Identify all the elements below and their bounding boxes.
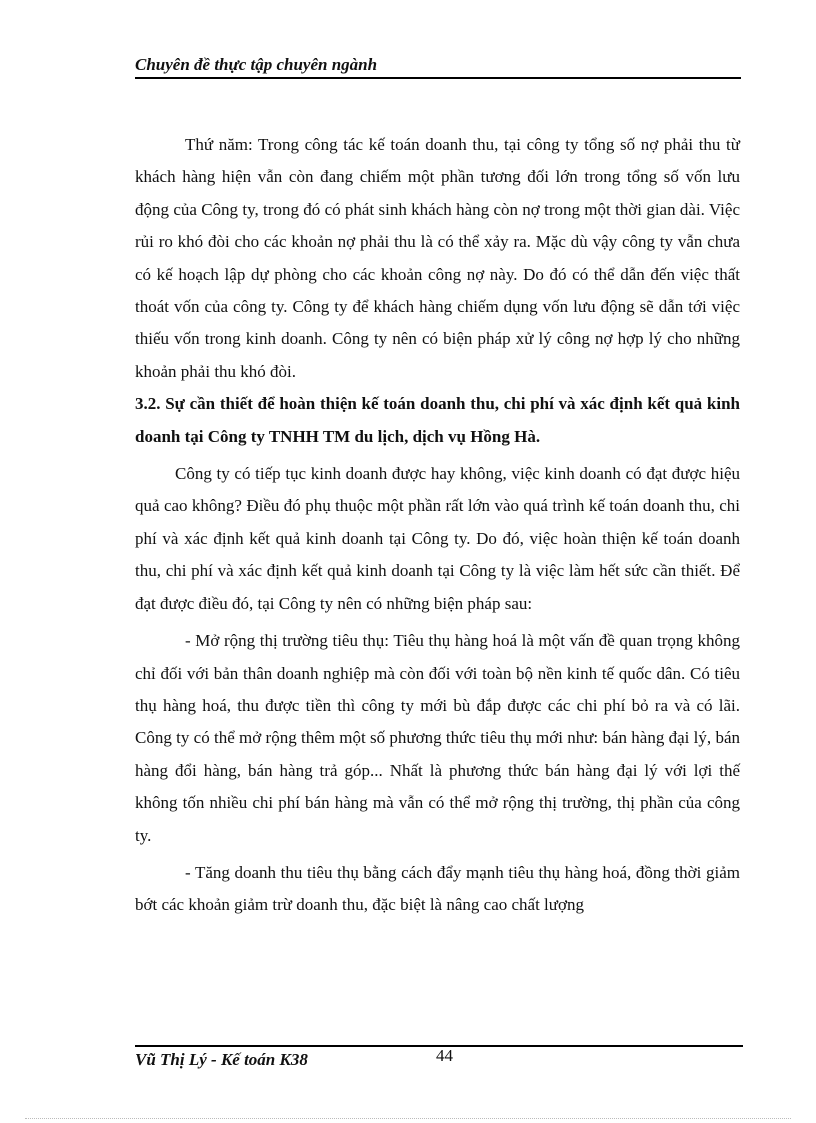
header-rule: [135, 77, 741, 79]
header-title: Chuyên đề thực tập chuyên ngành: [135, 55, 378, 74]
paragraph-market-expansion: - Mở rộng thị trường tiêu thụ: Tiêu thụ hàng hoá là một vấn đề quan trọng không chỉ đối với bản thân doanh nghiệp mà còn đối với toàn bộ nền kinh tế quốc dân. Có tiêu thụ hàng hoá, thu được tiền thì công ty mới bù đắp được các chi phí bỏ ra và có lãi. Công ty có thể mở rộng thêm một số phương thức tiêu thụ mới như: bán hàng đại lý, bán hàng đổi hàng, bán hàng trả góp... Nhất là phương thức bán hàng đại lý với lợi thế không tốn nhiều chi phí bán hàng mà vẫn có thể mở rộng thị trường, thị phần của công ty.: [135, 631, 740, 845]
paragraph-revenue-increase: - Tăng doanh thu tiêu thụ bằng cách đẩy mạnh tiêu thụ hàng hoá, đồng thời giảm bớt các khoản giảm trừ doanh thu, đặc biệt là nâng cao chất lượng: [135, 862, 740, 915]
page-number: 44: [436, 1046, 453, 1065]
footer-author: Vũ Thị Lý - Kế toán K38: [135, 1050, 308, 1069]
section-heading-3-2: 3.2. Sự cần thiết để hoàn thiện kế toán doanh thu, chi phí và xác định kết quả kinh doanh tại Công ty TNHH TM du lịch, dịch vụ Hồng Hà.: [135, 394, 740, 446]
paragraph-intro: Công ty có tiếp tục kinh doanh được hay không, việc kinh doanh có đạt được hiệu quả cao không? Điều đó phụ thuộc một phần rất lớn vào quá trình kế toán doanh thu, chi phí và xác định kết quả kinh doanh tại Công ty. Do đó, việc hoàn thiện kế toán doanh thu, chi phí và xác định kết quả kinh doanh tại Công ty là việc làm hết sức cần thiết. Để đạt được điều đó, tại Công ty nên có những biện pháp sau:: [135, 464, 740, 613]
page-edge-divider: [25, 1118, 791, 1119]
paragraph-thu-nam: Thứ năm: Trong công tác kế toán doanh thu, tại công ty tổng số nợ phải thu từ khách hàng hiện vẫn còn đang chiếm một phần tương đối lớn trong tổng số vốn lưu động của Công ty, trong đó có phát sinh khách hàng còn nợ trong một thời gian dài. Việc rủi ro khó đòi cho các khoản nợ phải thu là có thể xảy ra. Mặc dù vậy công ty vẫn chưa có kế hoạch lập dự phòng cho các khoản công nợ này. Do đó có thể dẫn đến việc thất thoát vốn của công ty. Công ty để khách hàng chiếm dụng vốn lưu động sẽ dẫn tới việc thiếu vốn trong kinh doanh. Công ty nên có biện pháp xử lý công nợ hợp lý cho những khoản phải thu khó đòi.: [135, 135, 740, 381]
document-body: [135, 129, 740, 922]
